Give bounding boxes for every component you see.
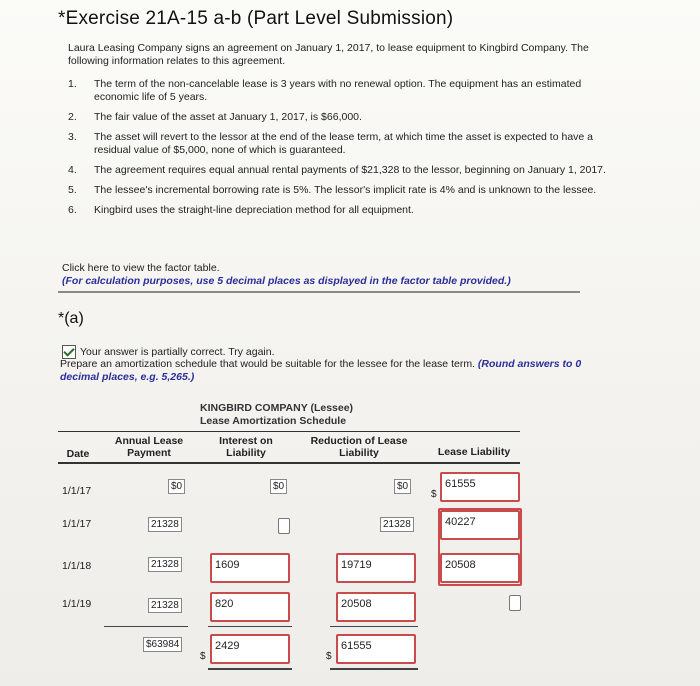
row-date: 1/1/18 bbox=[62, 560, 92, 572]
dollar-sign: $ bbox=[326, 651, 332, 662]
partial-text: Your answer is partially correct. Try again. bbox=[80, 346, 275, 358]
info-list bbox=[68, 78, 608, 224]
row-date: 1/1/17 bbox=[62, 485, 92, 497]
table-header-rule bbox=[58, 462, 520, 464]
schedule-title: KINGBIRD COMPANY (Lessee) Lease Amortization Schedule bbox=[200, 402, 354, 427]
double-rule bbox=[330, 668, 418, 670]
annual-input[interactable]: $0 bbox=[168, 479, 185, 494]
annual-input[interactable]: 21328 bbox=[148, 557, 182, 572]
divider bbox=[58, 291, 580, 293]
list-item: 6. Kingbird uses the straight-line depreciation method for all equipment. bbox=[68, 204, 414, 216]
row-date: 1/1/19 bbox=[62, 598, 92, 610]
instructions: Prepare an amortization schedule that would be suitable for the lessee for the lease term. (Round answers to 0 decimal places, e.g. 5,265.) bbox=[60, 358, 582, 383]
liability-input[interactable]: 40227 bbox=[440, 510, 520, 540]
header-annual: Annual Lease Payment bbox=[114, 435, 184, 459]
double-rule bbox=[208, 668, 292, 670]
error-highlight bbox=[438, 508, 522, 586]
list-item: 1. The term of the non-cancelable lease is 3 years with no renewal option. The equipment has an estimated economic life of 5 years. bbox=[68, 78, 582, 103]
interest-total-input[interactable]: 2429 bbox=[210, 634, 290, 664]
factor-table-text bbox=[62, 262, 220, 274]
reduction-input[interactable]: 21328 bbox=[380, 517, 414, 532]
sum-rule bbox=[330, 626, 418, 627]
annual-total-input[interactable]: $63984 bbox=[143, 637, 182, 652]
page-title: *Exercise 21A-15 a-b (Part Level Submission) bbox=[58, 8, 454, 29]
header-reduction: Reduction of Lease Liability bbox=[310, 435, 408, 459]
reduction-input[interactable]: 20508 bbox=[336, 592, 416, 622]
header-liability: Lease Liability bbox=[437, 446, 511, 458]
sum-rule bbox=[104, 626, 188, 627]
interest-input[interactable]: $0 bbox=[270, 479, 287, 494]
intro-text: Laura Leasing Company signs an agreement on January 1, 2017, to lease equipment to Kingbird Company. The following information relates to this agreement. bbox=[68, 42, 589, 67]
check-icon bbox=[62, 345, 76, 359]
row-date: 1/1/17 bbox=[62, 518, 92, 530]
list-item: 5. The lessee's incremental borrowing rate is 5%. The lessor's implicit rate is 4% and is unknown to the lessee. bbox=[68, 184, 597, 196]
calc-note: (For calculation purposes, use 5 decimal places as displayed in the factor table provided.) bbox=[62, 275, 511, 287]
list-item: 4. The agreement requires equal annual rental payments of $21,328 to the lessor, beginning on January 1, 2017. bbox=[68, 164, 606, 176]
interest-input[interactable]: 820 bbox=[210, 592, 290, 622]
list-item: 2. The fair value of the asset at January 1, 2017, is $66,000. bbox=[68, 111, 362, 123]
part-label: *(a) bbox=[58, 310, 84, 327]
liability-input[interactable] bbox=[509, 595, 521, 611]
list-item: 3. The asset will revert to the lessor at the end of the lease term, at which time the asset is expected to have a residual value of $5,000, none of which is guaranteed. bbox=[68, 131, 594, 156]
annual-input[interactable]: 21328 bbox=[148, 598, 182, 613]
table-top-rule bbox=[58, 431, 520, 432]
partial-correct-notice bbox=[62, 345, 275, 359]
interest-input[interactable]: 1609 bbox=[210, 553, 290, 583]
annual-input[interactable]: 21328 bbox=[148, 517, 182, 532]
reduction-input[interactable]: 19719 bbox=[336, 553, 416, 583]
dollar-sign: $ bbox=[200, 651, 206, 662]
reduction-input[interactable]: $0 bbox=[394, 479, 411, 494]
sum-rule bbox=[208, 626, 292, 627]
dollar-sign: $ bbox=[431, 489, 437, 500]
factor-table-link[interactable]: Click here to view the factor table. bbox=[62, 262, 220, 274]
liability-input[interactable]: 61555 bbox=[440, 472, 520, 502]
liability-input[interactable]: 20508 bbox=[440, 553, 520, 583]
header-date: Date bbox=[66, 448, 90, 460]
header-interest: Interest on Liability bbox=[219, 435, 273, 459]
interest-input[interactable] bbox=[278, 518, 290, 534]
reduction-total-input[interactable]: 61555 bbox=[336, 634, 416, 664]
